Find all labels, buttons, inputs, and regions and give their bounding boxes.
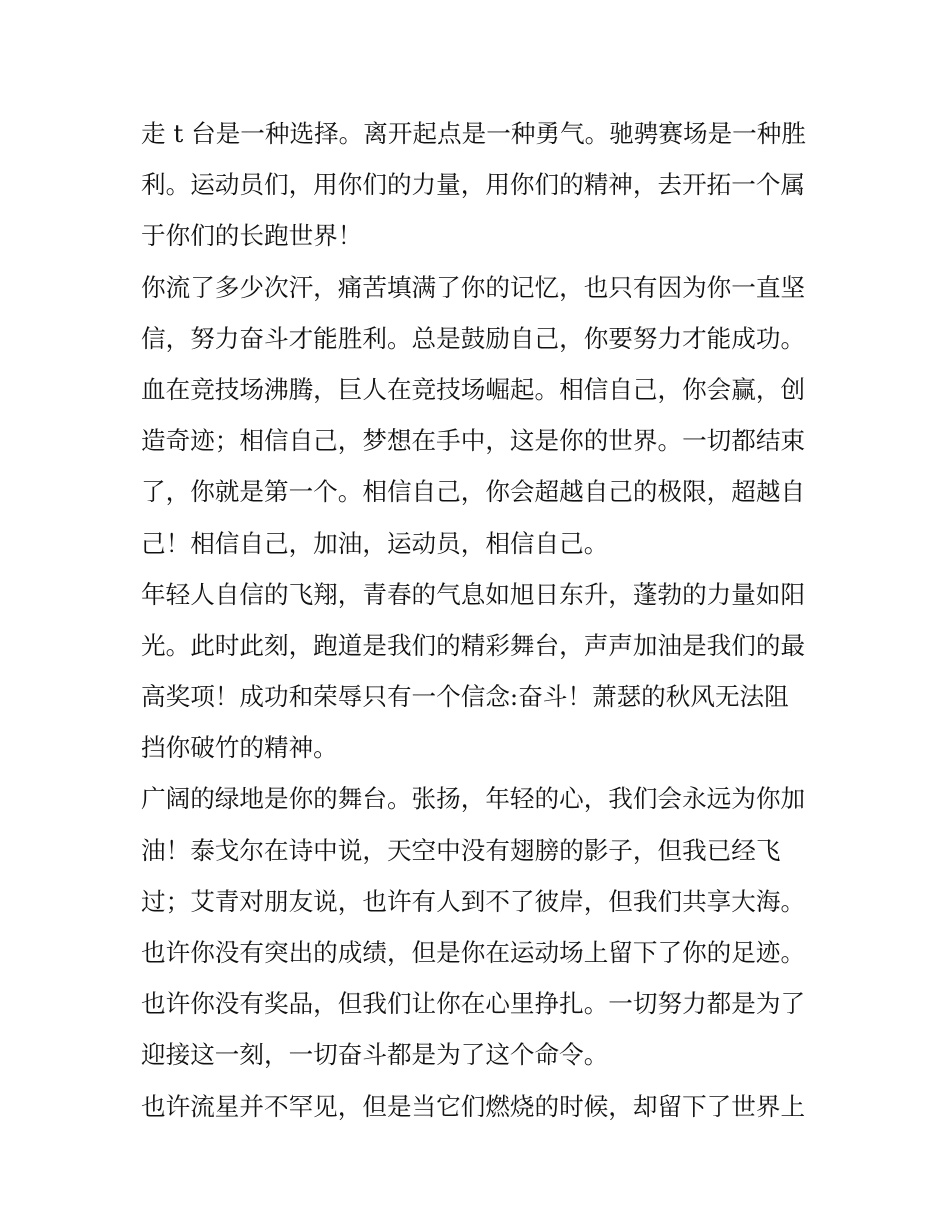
text-line: 过；艾青对朋友说，也许有人到不了彼岸，但我们共享大海。 (141, 886, 806, 916)
text-line: 年轻人自信的飞翔，青春的气息如旭日东升，蓬勃的力量如阳 (141, 579, 806, 609)
text-line: 挡你破竹的精神。 (141, 733, 338, 763)
text-line: 信，努力奋斗才能胜利。总是鼓励自己，你要努力才能成功。 (141, 323, 806, 353)
text-line: 光。此时此刻，跑道是我们的精彩舞台，声声加油是我们的最 (141, 630, 806, 660)
document-body (141, 108, 813, 1132)
text-line: 广阔的绿地是你的舞台。张扬，年轻的心，我们会永远为你加 (141, 784, 806, 814)
text-line: 油！泰戈尔在诗中说，天空中没有翅膀的影子，但我已经飞 (141, 835, 781, 865)
text-line: 高奖项！成功和荣辱只有一个信念:奋斗！萧瑟的秋风无法阻 (141, 682, 789, 712)
text-line: 于你们的长跑世界！ (141, 221, 363, 251)
text-line: 造奇迹；相信自己，梦想在手中，这是你的世界。一切都结束 (141, 426, 806, 456)
text-line: 了，你就是第一个。相信自己，你会超越自己的极限，超越自 (141, 477, 806, 507)
text-line: 也许流星并不罕见，但是当它们燃烧的时候，却留下了世界上 (141, 1091, 806, 1121)
text-line: 迎接这一刻，一切奋斗都是为了这个命令。 (141, 1040, 609, 1070)
text-line: 己！相信自己，加油，运动员，相信自己。 (141, 528, 609, 558)
text-line: 也许你没有突出的成绩，但是你在运动场上留下了你的足迹。 (141, 938, 806, 967)
text-line: 也许你没有奖品，但我们让你在心里挣扎。一切努力都是为了 (141, 989, 806, 1019)
text-line: 利。运动员们，用你们的力量，用你们的精神，去开拓一个属 (141, 170, 806, 200)
text-line: 血在竞技场沸腾，巨人在竞技场崛起。相信自己，你会赢，创 (141, 374, 806, 404)
text-line: 你流了多少次汗，痛苦填满了你的记忆，也只有因为你一直坚 (141, 272, 806, 302)
text-line: 走 t 台是一种选择。离开起点是一种勇气。驰骋赛场是一种胜 (141, 119, 806, 148)
